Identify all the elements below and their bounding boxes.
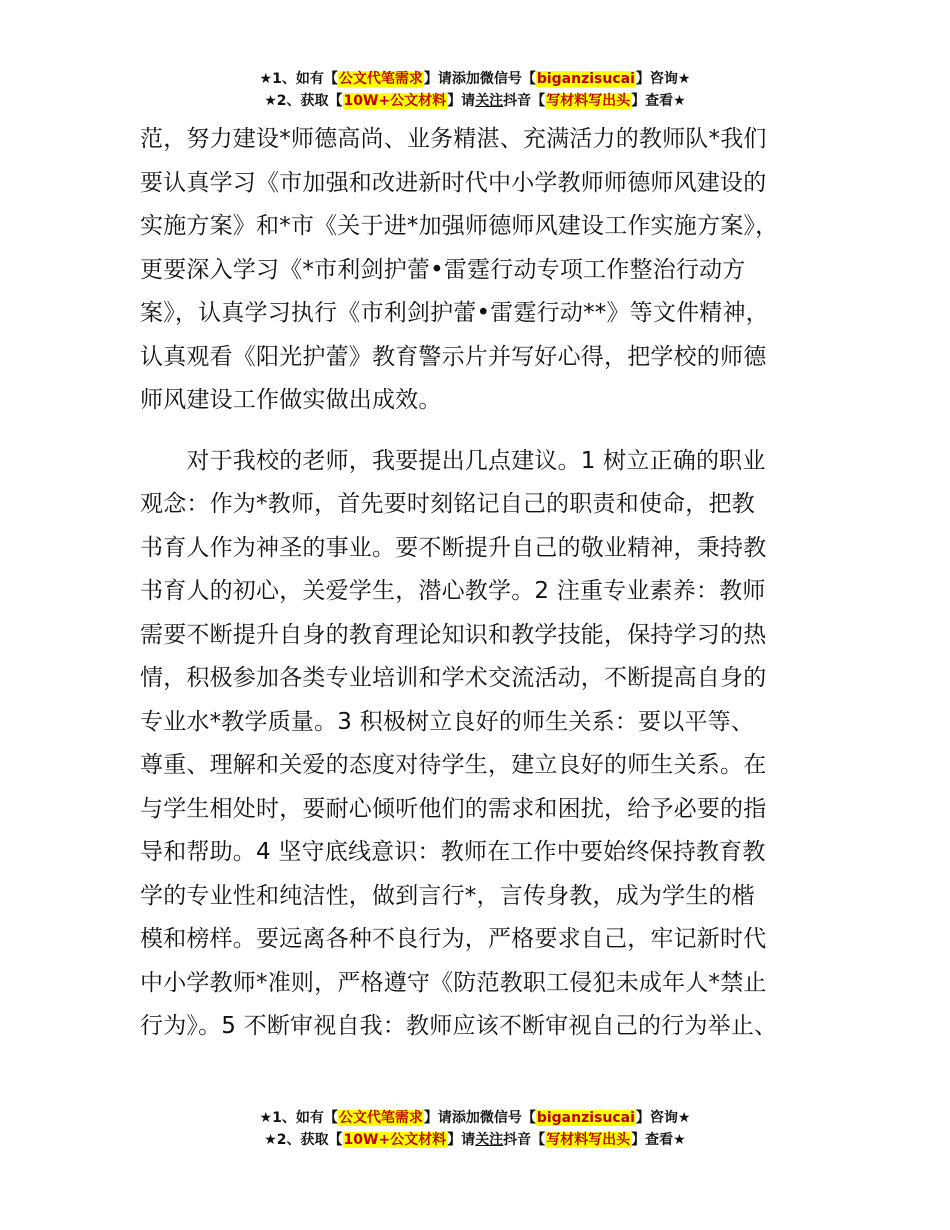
text-line: 情，积极参加各类专业培训和学术交流活动，不断提高自身的 xyxy=(140,665,767,691)
banner-text: 】请添加微信号【 xyxy=(423,1110,536,1126)
text-line: 范，努力建设*师德高尚、业务精湛、充满活力的教师队*我们 xyxy=(140,126,767,152)
document-body xyxy=(140,118,830,1049)
text-line: 专业水*教学质量。3 积极树立良好的师生关系：要以平等、 xyxy=(140,708,755,735)
text-line: 认真观看《阳光护蕾》教育警示片并写好心得，把学校的师德 xyxy=(140,343,767,370)
banner-text: 】请 xyxy=(447,93,476,109)
highlight-ghostwriting: 公文代笔需求 xyxy=(338,71,423,87)
text-line: 行为》。5 不断审视自我：教师应该不断审视自己的行为举止、 xyxy=(140,1013,778,1039)
footer-banner xyxy=(0,1107,950,1151)
banner-text: ★1、如有【 xyxy=(259,71,338,87)
footer-banner-line2 xyxy=(0,1129,950,1151)
footer-banner-line1 xyxy=(0,1107,950,1129)
highlight-materials: 10W+公文材料 xyxy=(343,1132,447,1148)
banner-text: 】查看★ xyxy=(631,1132,686,1148)
text-line: 观念：作为*教师，首先要时刻铭记自己的职责和使命，把教 xyxy=(140,491,755,517)
banner-underlined: 关注 xyxy=(475,93,504,109)
header-banner-line1 xyxy=(0,68,950,90)
highlight-douyin: 写材料写出头 xyxy=(546,93,631,109)
highlight-materials: 10W+公文材料 xyxy=(343,93,447,109)
paragraph-1 xyxy=(140,118,830,423)
highlight-wechat-id: biganzisucai xyxy=(536,71,635,87)
banner-text: 】查看★ xyxy=(631,93,686,109)
highlight-douyin: 写材料写出头 xyxy=(546,1132,631,1148)
text-line: 对于我校的老师，我要提出几点建议。1 树立正确的职业 xyxy=(140,447,766,474)
banner-text: ★2、获取【 xyxy=(264,1132,343,1148)
banner-text: 抖音【 xyxy=(503,93,546,109)
text-line: 书育人作为神圣的事业。要不断提升自己的敬业精神，秉持教 xyxy=(140,534,767,561)
header-banner xyxy=(0,68,950,112)
banner-text: 】咨询★ xyxy=(635,1110,691,1126)
highlight-wechat-id: biganzisucai xyxy=(536,1110,635,1126)
banner-text: 】请 xyxy=(447,1132,476,1148)
text-line: 更要深入学习《*市利剑护蕾•雷霆行动专项工作整治行动方 xyxy=(140,256,746,283)
text-line: 要认真学习《市加强和改进新时代中小学教师师德师风建设的 xyxy=(140,169,767,196)
text-line: 实施方案》和*市《关于进*加强师德师风建设工作实施方案》， xyxy=(140,213,779,239)
text-line: 案》，认真学习执行《市利剑护蕾•雷霆行动**》等文件精神， xyxy=(140,300,769,326)
text-line: 导和帮助。4 坚守底线意识：教师在工作中要始终保持教育教 xyxy=(140,839,766,865)
banner-text: 】请添加微信号【 xyxy=(423,71,536,87)
text-line: 中小学教师*准则，严格遵守《防范教职工侵犯未成年人*禁止 xyxy=(140,969,767,996)
text-line: 师风建设工作做实做出成效。 xyxy=(140,387,442,413)
text-line: 尊重、理解和关爱的态度对待学生，建立良好的师生关系。在 xyxy=(140,752,767,778)
paragraph-gap xyxy=(140,423,830,440)
text-line: 需要不断提升自身的教育理论知识和教学技能，保持学习的热 xyxy=(140,621,767,648)
text-line: 与学生相处时，要耐心倾听他们的需求和困扰，给予必要的指 xyxy=(140,795,767,822)
paragraph-2 xyxy=(140,440,830,1049)
banner-text: 】咨询★ xyxy=(635,71,691,87)
header-banner-line2 xyxy=(0,90,950,112)
text-line: 书育人的初心，关爱学生，潜心教学。2 注重专业素养：教师 xyxy=(140,578,766,604)
text-line: 模和榜样。要远离各种不良行为，严格要求自己，牢记新时代 xyxy=(140,926,767,952)
banner-text: ★1、如有【 xyxy=(259,1110,338,1126)
highlight-ghostwriting: 公文代笔需求 xyxy=(338,1110,423,1126)
text-line: 学的专业性和纯洁性，做到言行*，言传身教，成为学生的楷 xyxy=(140,882,755,909)
banner-text: 抖音【 xyxy=(503,1132,546,1148)
banner-underlined: 关注 xyxy=(475,1132,504,1148)
banner-text: ★2、获取【 xyxy=(264,93,343,109)
